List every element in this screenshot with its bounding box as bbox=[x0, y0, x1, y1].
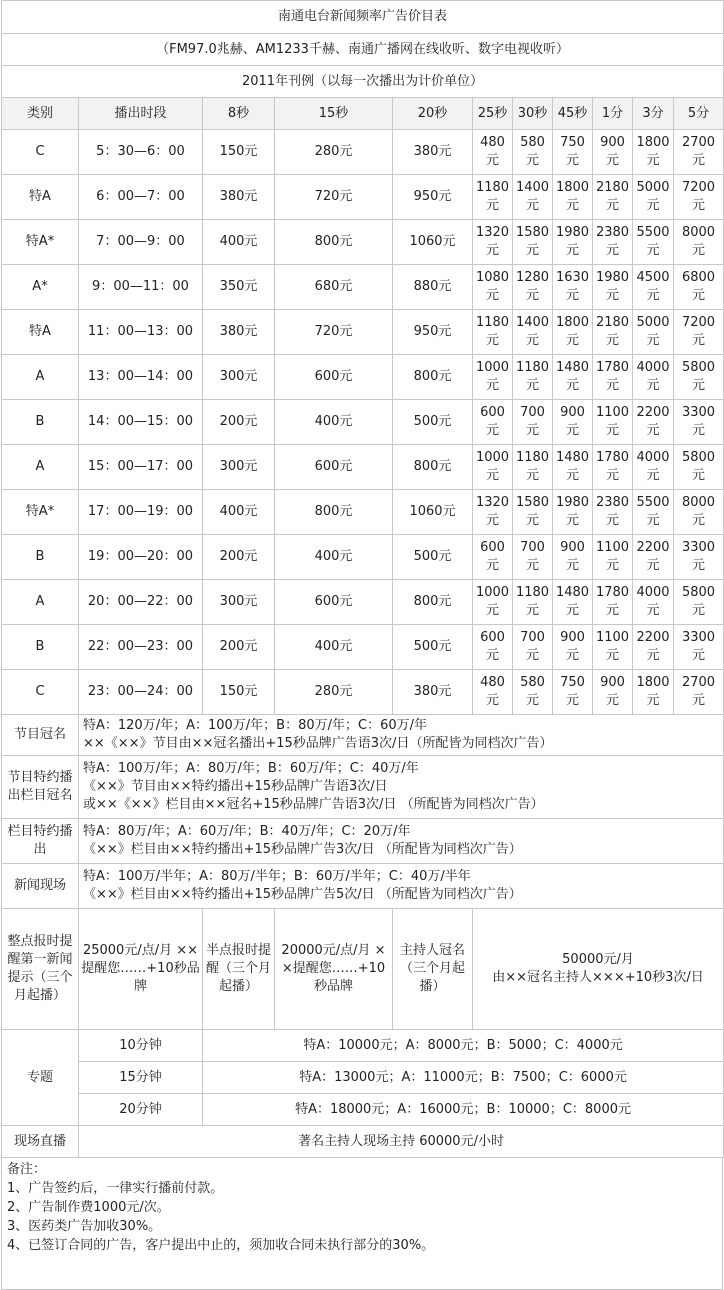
price-cell: 300元 bbox=[203, 580, 275, 625]
host-label: 主持人冠名（三个月起播） bbox=[393, 909, 473, 1030]
sponsor-detail bbox=[79, 864, 724, 909]
table-row bbox=[2, 355, 724, 400]
category-cell: 特A bbox=[2, 175, 79, 220]
price-cell: 150元 bbox=[203, 130, 275, 175]
price-cell: 1800元 bbox=[633, 670, 674, 715]
row-label: 现场直播 bbox=[2, 1126, 79, 1158]
price-cell: 1800元 bbox=[553, 310, 593, 355]
hourly-price: 25000元/点/月 ××提醒您……+10秒品牌 bbox=[79, 909, 203, 1030]
price-cell: 280元 bbox=[275, 670, 393, 715]
sponsor-row bbox=[2, 819, 724, 864]
table-row bbox=[2, 445, 724, 490]
price-cell: 750元 bbox=[553, 670, 593, 715]
category-cell: A bbox=[2, 355, 79, 400]
price-cell: 1180元 bbox=[513, 355, 553, 400]
price-cell: 750元 bbox=[553, 130, 593, 175]
price-cell: 1400元 bbox=[513, 310, 553, 355]
price-cell: 5800元 bbox=[674, 580, 724, 625]
table-row bbox=[2, 670, 724, 715]
sponsor-detail bbox=[79, 715, 724, 756]
category-cell: B bbox=[2, 625, 79, 670]
category-cell: 特A* bbox=[2, 220, 79, 265]
price-cell: 400元 bbox=[275, 625, 393, 670]
price-cell: 7200元 bbox=[674, 175, 724, 220]
table-row bbox=[2, 130, 724, 175]
price-cell: 8000元 bbox=[674, 490, 724, 535]
time-cell: 23：00—24：00 bbox=[79, 670, 203, 715]
time-cell: 19：00—20：00 bbox=[79, 535, 203, 580]
price-cell: 200元 bbox=[203, 400, 275, 445]
col-header: 1分 bbox=[593, 98, 633, 130]
category-cell: 特A bbox=[2, 310, 79, 355]
price-cell: 1000元 bbox=[473, 580, 513, 625]
price-cell: 4000元 bbox=[633, 355, 674, 400]
special-price: 特A：10000元；A：8000元；B：5000；C：4000元 bbox=[203, 1030, 724, 1062]
table-title: 南通电台新闻频率广告价目表 bbox=[2, 1, 724, 34]
price-cell: 800元 bbox=[393, 355, 473, 400]
price-cell: 1800元 bbox=[633, 130, 674, 175]
col-header: 类别 bbox=[2, 98, 79, 130]
row-label: 栏目特约播出 bbox=[2, 819, 79, 864]
table-row bbox=[2, 310, 724, 355]
detail-line: 50000元/月 bbox=[562, 952, 634, 967]
price-cell: 700元 bbox=[513, 625, 553, 670]
price-cell: 7200元 bbox=[674, 310, 724, 355]
price-cell: 1480元 bbox=[553, 355, 593, 400]
time-cell: 20：00—22：00 bbox=[79, 580, 203, 625]
price-cell: 1320元 bbox=[473, 490, 513, 535]
price-cell: 580元 bbox=[513, 670, 553, 715]
category-cell: A bbox=[2, 580, 79, 625]
table-row bbox=[2, 535, 724, 580]
table-row bbox=[2, 580, 724, 625]
sponsor-row bbox=[2, 864, 724, 909]
price-cell: 300元 bbox=[203, 445, 275, 490]
price-cell: 5000元 bbox=[633, 175, 674, 220]
time-cell: 17：00—19：00 bbox=[79, 490, 203, 535]
row-label: 专题 bbox=[2, 1030, 79, 1126]
price-cell: 1060元 bbox=[393, 220, 473, 265]
price-rows bbox=[2, 130, 724, 715]
price-cell: 2200元 bbox=[633, 625, 674, 670]
note-item: 2、广告制作费1000元/次。 bbox=[7, 1200, 170, 1215]
price-cell: 6800元 bbox=[674, 265, 724, 310]
price-cell: 1480元 bbox=[553, 445, 593, 490]
price-cell: 1060元 bbox=[393, 490, 473, 535]
col-header: 25秒 bbox=[473, 98, 513, 130]
price-cell: 380元 bbox=[203, 175, 275, 220]
table-row bbox=[2, 625, 724, 670]
special-length: 10分钟 bbox=[79, 1030, 203, 1062]
price-cell: 600元 bbox=[473, 625, 513, 670]
col-header: 45秒 bbox=[553, 98, 593, 130]
table-row bbox=[2, 400, 724, 445]
price-cell: 800元 bbox=[275, 220, 393, 265]
price-cell: 2700元 bbox=[674, 130, 724, 175]
price-cell: 150元 bbox=[203, 670, 275, 715]
detail-line: 特A：120万/年；A：100万/年；B：80万/年；C：60万/年 bbox=[83, 718, 428, 733]
price-cell: 1780元 bbox=[593, 580, 633, 625]
note-item: 4、已签订合同的广告，客户提出中止的，须加收合同未执行部分的30%。 bbox=[7, 1238, 435, 1253]
price-cell: 1280元 bbox=[513, 265, 553, 310]
detail-line: 特A：100万/半年；A：80万/半年；B：60万/半年；C：40万/半年 bbox=[83, 869, 471, 884]
note-item: 1、广告签约后，一律实行播前付款。 bbox=[7, 1181, 224, 1196]
price-cell: 1780元 bbox=[593, 355, 633, 400]
time-cell: 9：00—11：00 bbox=[79, 265, 203, 310]
price-cell: 5500元 bbox=[633, 220, 674, 265]
header-row bbox=[2, 98, 724, 130]
category-cell: B bbox=[2, 400, 79, 445]
price-cell: 280元 bbox=[275, 130, 393, 175]
col-header: 3分 bbox=[633, 98, 674, 130]
category-cell: 特A* bbox=[2, 490, 79, 535]
price-cell: 1000元 bbox=[473, 445, 513, 490]
rate-table bbox=[1, 0, 724, 1158]
price-cell: 1980元 bbox=[553, 220, 593, 265]
price-cell: 200元 bbox=[203, 625, 275, 670]
price-cell: 300元 bbox=[203, 355, 275, 400]
detail-line: 或××《××》栏目由××冠名+15秒品牌广告语3次/日 （所配皆为同档次广告） bbox=[83, 797, 544, 812]
price-cell: 480元 bbox=[473, 130, 513, 175]
price-cell: 500元 bbox=[393, 625, 473, 670]
table-subtitle: （FM97.0兆赫、AM1233千赫、南通广播网在线收听、数字电视收听） bbox=[2, 34, 724, 66]
special-price: 特A：13000元；A：11000元；B：7500；C：6000元 bbox=[203, 1062, 724, 1094]
price-cell: 950元 bbox=[393, 175, 473, 220]
special-length: 15分钟 bbox=[79, 1062, 203, 1094]
special-price: 特A：18000元；A：16000元；B：10000；C：8000元 bbox=[203, 1094, 724, 1126]
row-label: 新闻现场 bbox=[2, 864, 79, 909]
price-cell: 800元 bbox=[275, 490, 393, 535]
row-label: 节目特约播出栏目冠名 bbox=[2, 756, 79, 819]
sponsor-row bbox=[2, 756, 724, 819]
col-header: 30秒 bbox=[513, 98, 553, 130]
time-cell: 11：00—13：00 bbox=[79, 310, 203, 355]
detail-line: 由××冠名主持人×××+10秒3次/日 bbox=[492, 970, 704, 985]
price-cell: 400元 bbox=[203, 490, 275, 535]
time-cell: 7：00—9：00 bbox=[79, 220, 203, 265]
price-cell: 380元 bbox=[203, 310, 275, 355]
price-cell: 2180元 bbox=[593, 310, 633, 355]
price-cell: 1180元 bbox=[473, 310, 513, 355]
notes bbox=[1, 1158, 723, 1290]
edition-line: 2011年刊例（以每一次播出为计价单位） bbox=[2, 66, 724, 98]
price-cell: 500元 bbox=[393, 535, 473, 580]
price-cell: 1630元 bbox=[553, 265, 593, 310]
row-label: 节目冠名 bbox=[2, 715, 79, 756]
price-cell: 1080元 bbox=[473, 265, 513, 310]
detail-line: 《××》栏目由××特约播出+15秒品牌广告3次/日 （所配皆为同档次广告） bbox=[83, 842, 522, 857]
price-cell: 700元 bbox=[513, 400, 553, 445]
price-cell: 3300元 bbox=[674, 535, 724, 580]
price-cell: 2380元 bbox=[593, 220, 633, 265]
price-cell: 1980元 bbox=[553, 490, 593, 535]
category-cell: A bbox=[2, 445, 79, 490]
price-cell: 3300元 bbox=[674, 400, 724, 445]
notes-heading: 备注： bbox=[7, 1162, 47, 1177]
time-cell: 5：30—6：00 bbox=[79, 130, 203, 175]
price-cell: 800元 bbox=[393, 445, 473, 490]
price-cell: 580元 bbox=[513, 130, 553, 175]
price-cell: 2380元 bbox=[593, 490, 633, 535]
table-row bbox=[2, 220, 724, 265]
price-cell: 600元 bbox=[275, 355, 393, 400]
price-cell: 1180元 bbox=[473, 175, 513, 220]
price-cell: 500元 bbox=[393, 400, 473, 445]
detail-line: ××《××》节目由××冠名播出+15秒品牌广告语3次/日（所配皆为同档次广告） bbox=[83, 736, 553, 751]
sponsor-detail bbox=[79, 756, 724, 819]
price-cell: 1100元 bbox=[593, 400, 633, 445]
sponsor-row bbox=[2, 715, 724, 756]
price-cell: 400元 bbox=[275, 400, 393, 445]
live-price: 著名主持人现场主持 60000元/小时 bbox=[79, 1126, 724, 1158]
price-cell: 400元 bbox=[275, 535, 393, 580]
price-cell: 1320元 bbox=[473, 220, 513, 265]
col-header: 15秒 bbox=[275, 98, 393, 130]
price-cell: 1000元 bbox=[473, 355, 513, 400]
live-row bbox=[2, 1126, 724, 1158]
price-cell: 720元 bbox=[275, 310, 393, 355]
price-cell: 1980元 bbox=[593, 265, 633, 310]
time-cell: 14：00—15：00 bbox=[79, 400, 203, 445]
col-header: 播出时段 bbox=[79, 98, 203, 130]
price-cell: 5800元 bbox=[674, 445, 724, 490]
price-cell: 1180元 bbox=[513, 445, 553, 490]
price-cell: 4000元 bbox=[633, 580, 674, 625]
price-cell: 900元 bbox=[553, 535, 593, 580]
price-cell: 2180元 bbox=[593, 175, 633, 220]
time-cell: 6：00—7：00 bbox=[79, 175, 203, 220]
price-cell: 600元 bbox=[473, 535, 513, 580]
price-cell: 900元 bbox=[593, 130, 633, 175]
col-header: 20秒 bbox=[393, 98, 473, 130]
time-cell: 13：00—14：00 bbox=[79, 355, 203, 400]
special-row bbox=[2, 1062, 724, 1094]
host-price bbox=[473, 909, 724, 1030]
price-cell: 2200元 bbox=[633, 400, 674, 445]
price-cell: 400元 bbox=[203, 220, 275, 265]
price-cell: 5500元 bbox=[633, 490, 674, 535]
detail-line: 《××》节目由××特约播出+15秒品牌广告语3次/日 bbox=[83, 779, 388, 794]
price-cell: 600元 bbox=[473, 400, 513, 445]
price-cell: 8000元 bbox=[674, 220, 724, 265]
price-cell: 720元 bbox=[275, 175, 393, 220]
detail-line: 《××》栏目由××特约播出+15秒品牌广告5次/日 （所配皆为同档次广告） bbox=[83, 887, 522, 902]
category-cell: C bbox=[2, 130, 79, 175]
price-cell: 5800元 bbox=[674, 355, 724, 400]
table-row bbox=[2, 265, 724, 310]
price-cell: 5000元 bbox=[633, 310, 674, 355]
table-row bbox=[2, 175, 724, 220]
special-length: 20分钟 bbox=[79, 1094, 203, 1126]
price-cell: 1100元 bbox=[593, 535, 633, 580]
price-cell: 380元 bbox=[393, 130, 473, 175]
price-cell: 600元 bbox=[275, 445, 393, 490]
halfhour-label: 半点报时提醒（三个月起播） bbox=[203, 909, 275, 1030]
price-cell: 1780元 bbox=[593, 445, 633, 490]
price-cell: 900元 bbox=[553, 400, 593, 445]
price-cell: 800元 bbox=[393, 580, 473, 625]
price-cell: 680元 bbox=[275, 265, 393, 310]
price-cell: 700元 bbox=[513, 535, 553, 580]
price-cell: 1480元 bbox=[553, 580, 593, 625]
price-cell: 3300元 bbox=[674, 625, 724, 670]
price-cell: 380元 bbox=[393, 670, 473, 715]
price-cell: 1180元 bbox=[513, 580, 553, 625]
price-cell: 880元 bbox=[393, 265, 473, 310]
price-cell: 4000元 bbox=[633, 445, 674, 490]
price-cell: 2700元 bbox=[674, 670, 724, 715]
price-cell: 1580元 bbox=[513, 490, 553, 535]
price-cell: 1100元 bbox=[593, 625, 633, 670]
price-cell: 350元 bbox=[203, 265, 275, 310]
price-cell: 480元 bbox=[473, 670, 513, 715]
price-cell: 200元 bbox=[203, 535, 275, 580]
price-cell: 1400元 bbox=[513, 175, 553, 220]
hourly-row bbox=[2, 909, 724, 1030]
col-header: 5分 bbox=[674, 98, 724, 130]
category-cell: B bbox=[2, 535, 79, 580]
price-cell: 4500元 bbox=[633, 265, 674, 310]
price-cell: 1580元 bbox=[513, 220, 553, 265]
halfhour-price: 20000元/点/月 ××提醒您……+10秒品牌 bbox=[275, 909, 393, 1030]
category-cell: A* bbox=[2, 265, 79, 310]
detail-line: 特A：100万/年；A：80万/年；B：60万/年；C：40万/年 bbox=[83, 761, 419, 776]
table-row bbox=[2, 490, 724, 535]
time-cell: 15：00—17：00 bbox=[79, 445, 203, 490]
category-cell: C bbox=[2, 670, 79, 715]
price-cell: 1800元 bbox=[553, 175, 593, 220]
note-item: 3、医药类广告加收30%。 bbox=[7, 1219, 162, 1234]
special-row bbox=[2, 1030, 724, 1062]
sponsor-detail bbox=[79, 819, 724, 864]
price-cell: 2200元 bbox=[633, 535, 674, 580]
price-cell: 900元 bbox=[553, 625, 593, 670]
price-cell: 900元 bbox=[593, 670, 633, 715]
time-cell: 22：00—23：00 bbox=[79, 625, 203, 670]
detail-line: 特A：80万/年；A：60万/年；B：40万/年；C：20万/年 bbox=[83, 824, 411, 839]
special-row bbox=[2, 1094, 724, 1126]
price-cell: 600元 bbox=[275, 580, 393, 625]
col-header: 8秒 bbox=[203, 98, 275, 130]
price-cell: 950元 bbox=[393, 310, 473, 355]
row-label: 整点报时提醒第一新闻提示（三个月起播） bbox=[2, 909, 79, 1030]
